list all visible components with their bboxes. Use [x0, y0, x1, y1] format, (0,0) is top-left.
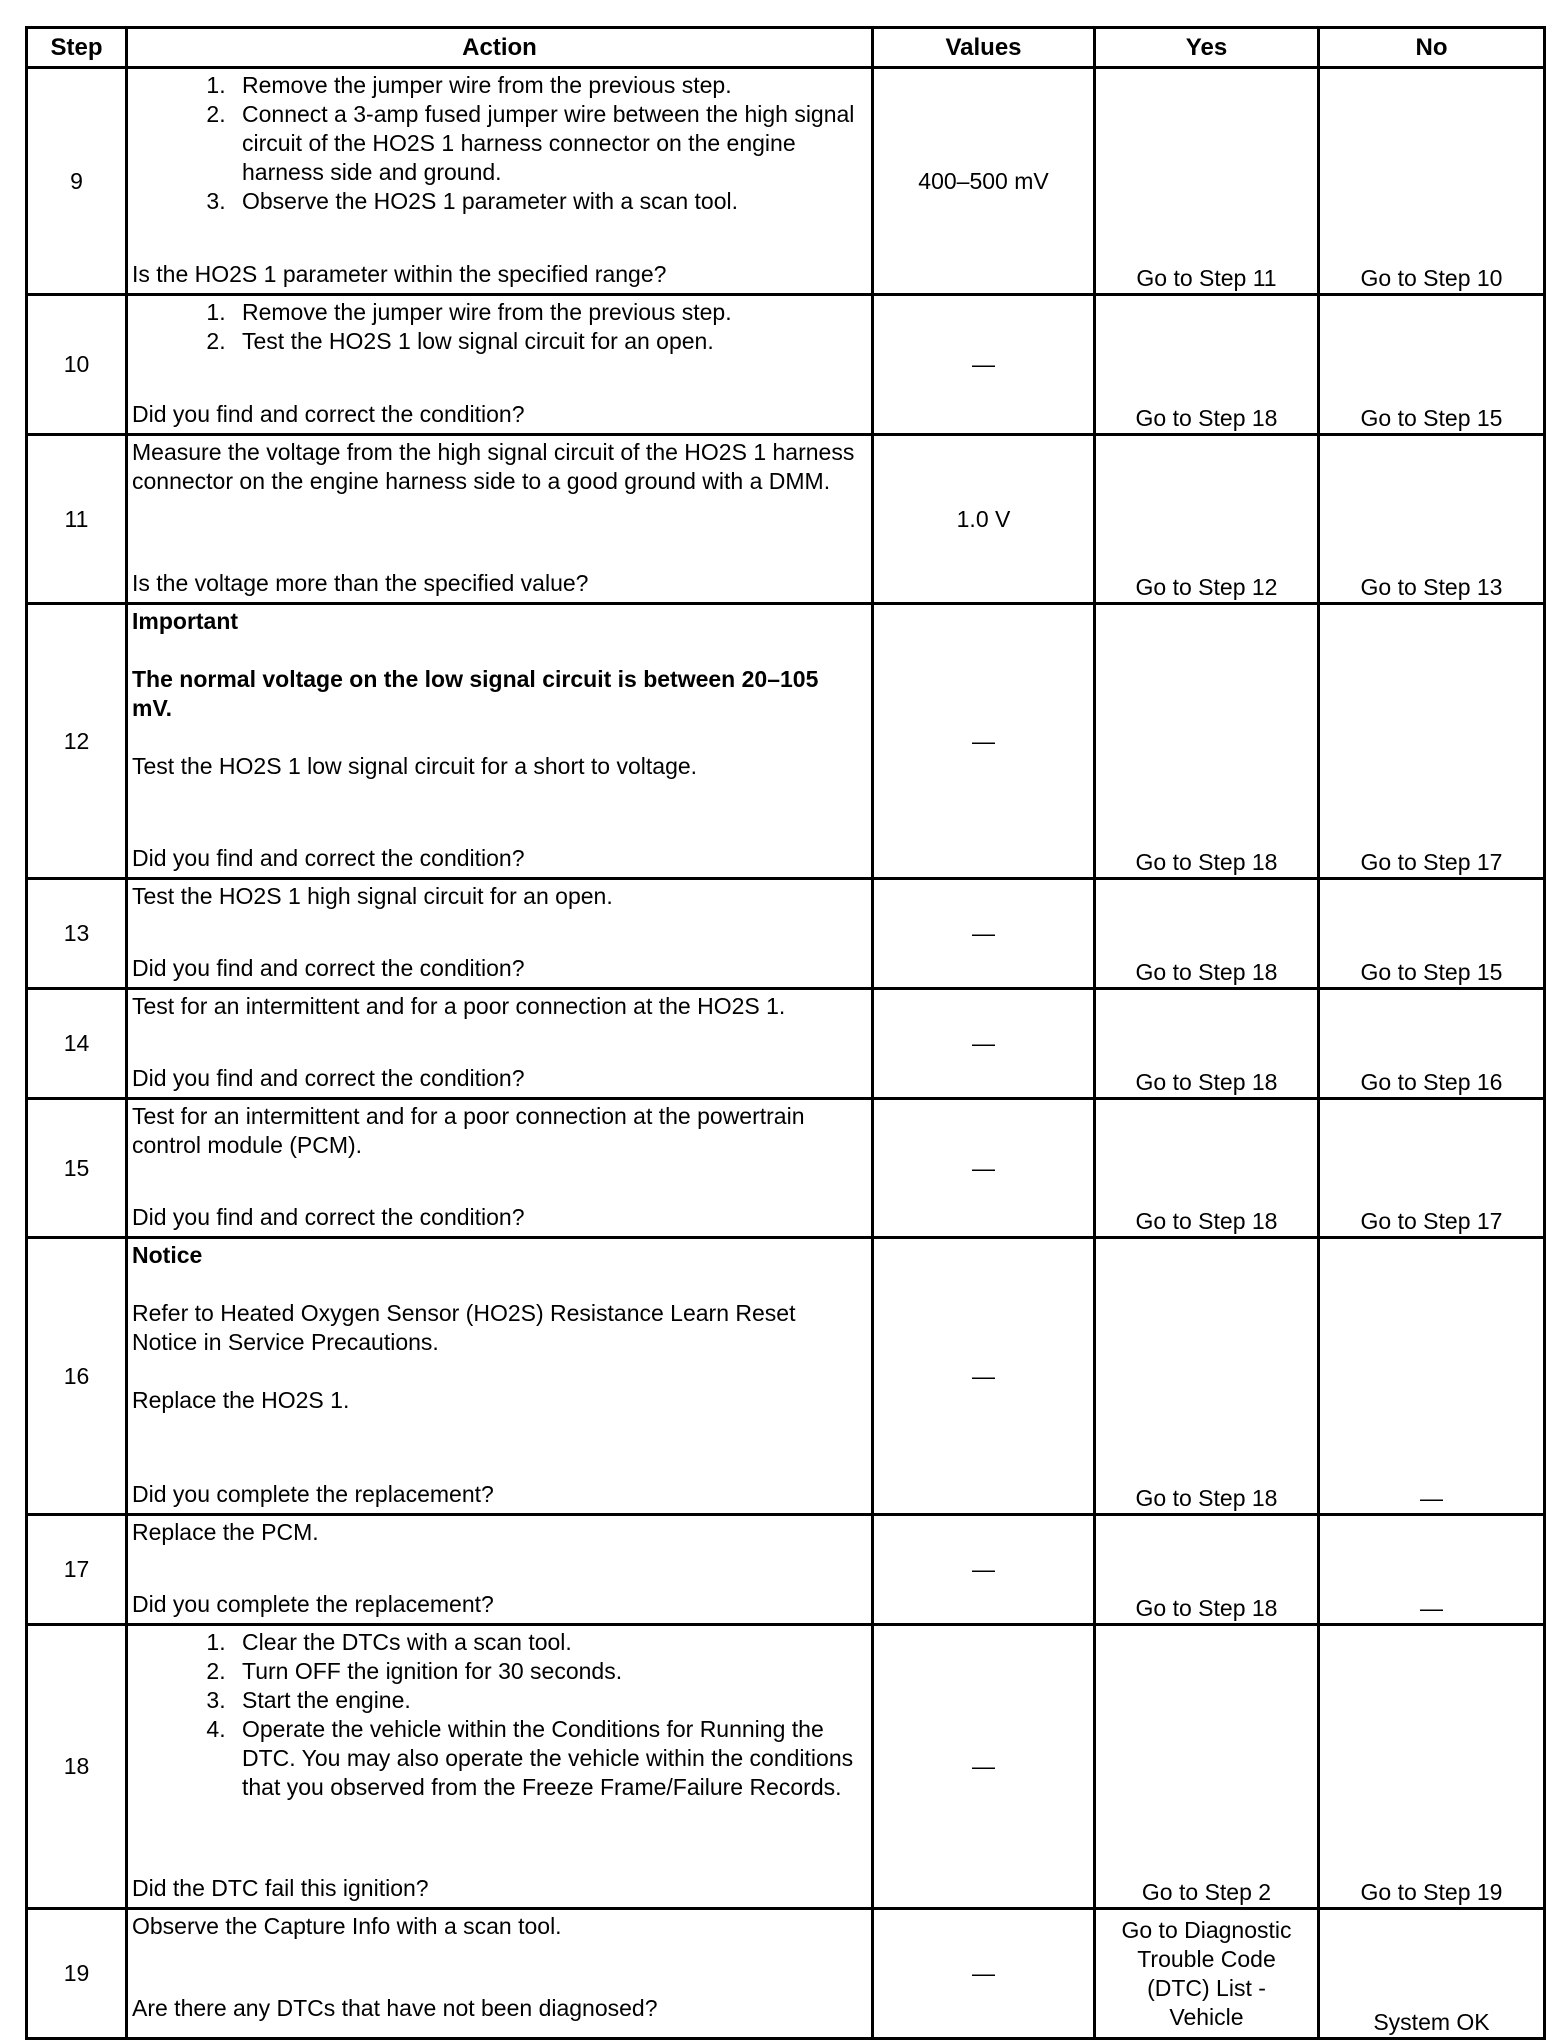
action-cell — [127, 68, 873, 295]
yes-cell: Go to Step 18 — [1095, 989, 1319, 1099]
action-text: Measure the voltage from the high signal circuit of the HO2S 1 harness connector on the engine harness side to a good ground with a DMM. — [132, 439, 855, 494]
action-step: 2. Test the HO2S 1 low signal circuit for an open. — [232, 327, 863, 356]
header-step: Step — [27, 28, 127, 68]
step-number: 11 — [27, 435, 127, 604]
action-text: Test the HO2S 1 low signal circuit for a short to voltage. — [132, 753, 698, 779]
action-cell — [127, 604, 873, 879]
action-step: 4. Operate the vehicle within the Conditions for Running the DTC. You may also operate the vehicle within the conditions that you observed from the Freeze Frame/Failure Records. — [232, 1715, 863, 1802]
table-row — [27, 435, 1545, 604]
step-number: 14 — [27, 989, 127, 1099]
action-text: Test for an intermittent and for a poor connection at the HO2S 1. — [132, 993, 786, 1019]
action-cell — [127, 879, 873, 989]
header-row — [27, 28, 1545, 68]
diagnostic-table — [25, 26, 1546, 2040]
action-cell — [127, 1909, 873, 2039]
action-question: Did you find and correct the condition? — [132, 955, 525, 981]
action-step: 1. Remove the jumper wire from the previous step. — [232, 71, 863, 100]
value-cell: — — [873, 1238, 1095, 1515]
no-cell: Go to Step 13 — [1319, 435, 1545, 604]
no-cell: Go to Step 19 — [1319, 1625, 1545, 1909]
table-row — [27, 879, 1545, 989]
value-cell: — — [873, 1515, 1095, 1625]
no-cell: Go to Step 10 — [1319, 68, 1545, 295]
action-question: Did you complete the replacement? — [132, 1591, 494, 1617]
no-cell: — — [1319, 1515, 1545, 1625]
yes-cell: Go to Step 18 — [1095, 604, 1319, 879]
action-step: 2. Connect a 3-amp fused jumper wire between the high signal circuit of the HO2S 1 harness connector on the engine harness side and ground. — [232, 100, 863, 187]
no-cell: Go to Step 17 — [1319, 604, 1545, 879]
header-no: No — [1319, 28, 1545, 68]
no-cell: — — [1319, 1238, 1545, 1515]
yes-cell: Go to Step 18 — [1095, 1515, 1319, 1625]
action-question: Is the voltage more than the specified value? — [132, 570, 589, 596]
action-cell — [127, 295, 873, 435]
header-action: Action — [127, 28, 873, 68]
no-cell: System OK — [1319, 1909, 1545, 2039]
table-row — [27, 1625, 1545, 1909]
action-text: Test the HO2S 1 high signal circuit for an open. — [132, 883, 613, 909]
table-row — [27, 1099, 1545, 1238]
no-cell: Go to Step 16 — [1319, 989, 1545, 1099]
action-question: Did you find and correct the condition? — [132, 401, 525, 427]
step-number: 17 — [27, 1515, 127, 1625]
action-question: Did the DTC fail this ignition? — [132, 1875, 429, 1901]
table-row — [27, 295, 1545, 435]
action-question: Are there any DTCs that have not been diagnosed? — [132, 1995, 658, 2021]
step-number: 10 — [27, 295, 127, 435]
action-steps — [132, 1628, 863, 1802]
action-cell — [127, 1515, 873, 1625]
important-heading: Important — [132, 608, 239, 634]
action-step: 2. Turn OFF the ignition for 30 seconds. — [232, 1657, 863, 1686]
yes-cell: Go to Step 18 — [1095, 879, 1319, 989]
action-text: Replace the PCM. — [132, 1519, 319, 1545]
action-step: 3. Start the engine. — [232, 1686, 863, 1715]
notice-text: Refer to Heated Oxygen Sensor (HO2S) Resistance Learn Reset Notice in Service Precautions. — [132, 1300, 796, 1355]
action-step: 1. Remove the jumper wire from the previous step. — [232, 298, 863, 327]
action-cell — [127, 1238, 873, 1515]
value-cell: 400–500 mV — [873, 68, 1095, 295]
table-row — [27, 604, 1545, 879]
step-number: 18 — [27, 1625, 127, 1909]
value-cell: — — [873, 1099, 1095, 1238]
step-number: 19 — [27, 1909, 127, 2039]
action-text: Replace the HO2S 1. — [132, 1387, 350, 1413]
header-yes: Yes — [1095, 28, 1319, 68]
action-step: 1. Clear the DTCs with a scan tool. — [232, 1628, 863, 1657]
step-number: 9 — [27, 68, 127, 295]
no-cell: Go to Step 15 — [1319, 879, 1545, 989]
action-cell — [127, 989, 873, 1099]
action-question: Did you find and correct the condition? — [132, 1204, 525, 1230]
value-cell: — — [873, 989, 1095, 1099]
table-row — [27, 68, 1545, 295]
action-question: Did you find and correct the condition? — [132, 1065, 525, 1091]
step-number: 15 — [27, 1099, 127, 1238]
action-question: Did you find and correct the condition? — [132, 845, 525, 871]
value-cell: — — [873, 1909, 1095, 2039]
important-text: The normal voltage on the low signal circuit is between 20–105 mV. — [132, 666, 819, 721]
yes-cell: Go to Step 2 — [1095, 1625, 1319, 1909]
action-steps — [132, 298, 863, 356]
value-cell: — — [873, 295, 1095, 435]
step-number: 13 — [27, 879, 127, 989]
value-cell: — — [873, 1625, 1095, 1909]
value-cell: — — [873, 879, 1095, 989]
step-number: 12 — [27, 604, 127, 879]
value-cell: 1.0 V — [873, 435, 1095, 604]
action-question: Did you complete the replacement? — [132, 1481, 494, 1507]
no-cell: Go to Step 15 — [1319, 295, 1545, 435]
table-row — [27, 1238, 1545, 1515]
yes-cell: Go to Diagnostic Trouble Code (DTC) List - Vehicle — [1095, 1909, 1319, 2039]
action-cell — [127, 1625, 873, 1909]
yes-cell: Go to Step 18 — [1095, 1238, 1319, 1515]
action-cell — [127, 435, 873, 604]
notice-heading: Notice — [132, 1242, 203, 1268]
action-steps — [132, 71, 863, 216]
header-values: Values — [873, 28, 1095, 68]
yes-cell: Go to Step 12 — [1095, 435, 1319, 604]
action-text: Observe the Capture Info with a scan tool. — [132, 1913, 562, 1939]
step-number: 16 — [27, 1238, 127, 1515]
yes-cell: Go to Step 18 — [1095, 295, 1319, 435]
action-cell — [127, 1099, 873, 1238]
table-row — [27, 1909, 1545, 2039]
action-text: Test for an intermittent and for a poor connection at the powertrain control module (PCM). — [132, 1103, 805, 1158]
action-question: Is the HO2S 1 parameter within the specified range? — [132, 261, 667, 287]
yes-cell: Go to Step 18 — [1095, 1099, 1319, 1238]
action-step: 3. Observe the HO2S 1 parameter with a scan tool. — [232, 187, 863, 216]
table-row — [27, 1515, 1545, 1625]
table-row — [27, 989, 1545, 1099]
no-cell: Go to Step 17 — [1319, 1099, 1545, 1238]
yes-cell: Go to Step 11 — [1095, 68, 1319, 295]
value-cell: — — [873, 604, 1095, 879]
